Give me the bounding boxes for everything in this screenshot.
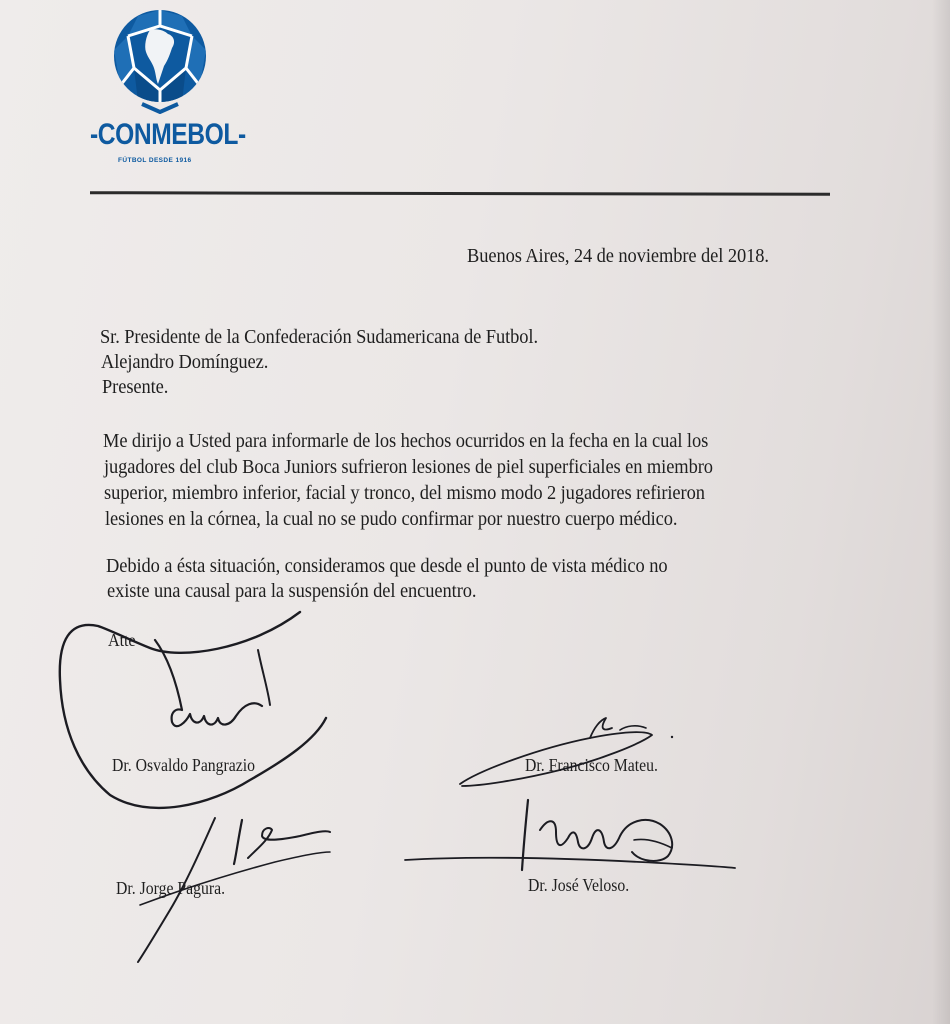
body-paragraph-1-line: lesiones en la córnea, la cual no se pudo confirmar por nuestro cuerpo médico. — [105, 508, 678, 530]
signature-pangrazio — [60, 612, 326, 808]
body-paragraph-2-line: existe una causal para la suspensión del encuentro. — [107, 580, 477, 602]
letterhead-tagline: FÚTBOL DESDE 1916 — [118, 157, 192, 164]
closing-atte: Atte — [108, 630, 136, 650]
signatory-name: Dr. Osvaldo Pangrazio — [112, 755, 256, 775]
body-paragraph-1-line: superior, miembro inferior, facial y tronco, del mismo modo 2 jugadores refirieron — [104, 482, 705, 504]
letterhead-logo — [86, 6, 246, 176]
date-line: Buenos Aires, 24 de noviembre del 2018. — [467, 245, 769, 267]
signatory-name: Dr. Jorge Pagura. — [116, 878, 226, 898]
recipient-title: Sr. Presidente de la Confederación Sudamericana de Futbol. — [100, 326, 538, 348]
body-paragraph-1-line: jugadores del club Boca Juniors sufrieron lesiones de piel superficiales en miembro — [104, 456, 713, 478]
signatory-name: Dr. José Veloso. — [528, 875, 630, 895]
signatory-name: Dr. Francisco Mateu. — [525, 755, 658, 775]
body-paragraph-2-line: Debido a ésta situación, consideramos que desde el punto de vista médico no — [106, 555, 668, 577]
letterhead-wordmark: -CONMEBOL- — [90, 118, 246, 151]
body-paragraph-1-line: Me dirijo a Usted para informarle de los hechos ocurridos en la fecha en la cual los — [103, 430, 709, 452]
signature-veloso — [405, 800, 735, 870]
conmebol-globe-icon — [112, 6, 208, 114]
recipient-presente: Presente. — [102, 376, 169, 398]
page-edge-shadow — [932, 0, 950, 1024]
recipient-name: Alejandro Domínguez. — [101, 351, 269, 373]
letterhead-divider — [90, 191, 830, 196]
